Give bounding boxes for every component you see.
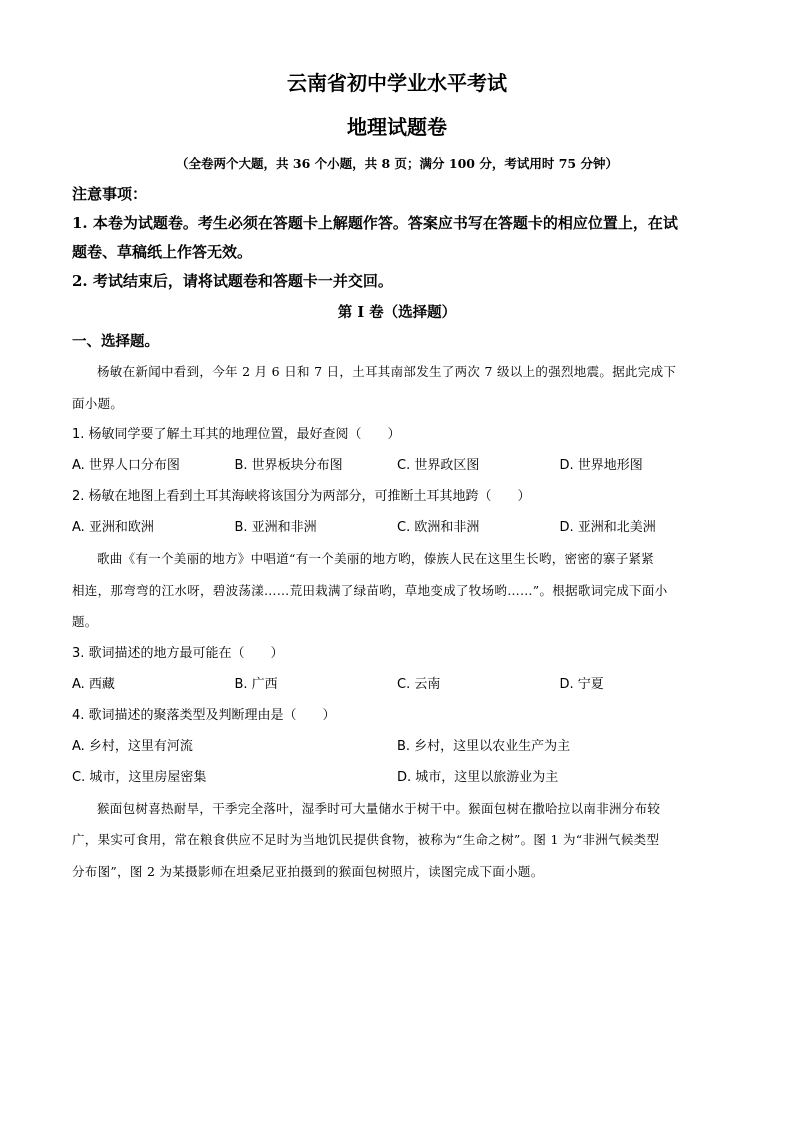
question-4-stem: 4. 歌词描述的聚落类型及判断理由是（ ） [72,707,336,723]
material-1 [72,356,722,419]
notice-heading: 注意事项： [72,185,148,203]
part-title: 一、选择题。 [72,333,159,350]
material-2 [72,543,722,638]
question-2-option-c: C. 欧洲和非洲 [397,520,480,535]
material-2-line-3: 题。 [72,614,98,629]
section-title: 第 I 卷（选择题） [337,304,457,321]
exam-title: 云南省初中学业水平考试 [287,71,507,95]
question-1-option-b: B. 世界板块分布图 [234,458,343,473]
question-3-option-c: C. 云南 [397,676,441,692]
material-3-line-3: 分布图”，图 2 为某摄影师在坦桑尼亚拍摄到的猴面包树照片，读图完成下面小题。 [72,863,544,879]
question-3-options [72,669,722,700]
question-3-option-d: D. 宁夏 [559,676,604,692]
question-1-options [72,450,722,481]
notice-item-1-line-2: 题卷、草稿纸上作答无效。 [72,243,253,261]
question-3-option-a: A. 西藏 [72,676,115,692]
question-4-option-c: C. 城市，这里房屋密集 [72,769,207,785]
material-1-line-1: 杨敏在新闻中看到，今年 2 月 6 日和 7 日，土耳其南部发生了两次 7 级以上的强烈地震。据此完成下 [97,364,677,379]
material-2-line-1: 歌曲《有一个美丽的地方》中唱道“有一个美丽的地方哟，傣族人民在这里生长哟，密密的寨子紧紧 [97,551,655,566]
question-1-stem: 1. 杨敏同学要了解土耳其的地理位置，最好查阅（ ） [72,427,401,442]
question-2-option-b: B. 亚洲和非洲 [234,520,317,535]
material-2-line-2: 相连，那弯弯的江水呀，碧波荡漾……荒田栽满了绿苗哟，草地变成了牧场哟……”。根据歌词完成下面小 [72,582,668,598]
material-3 [72,793,722,888]
notice-item-1-line-1: 1. 本卷为试题卷。考生必须在答题卡上解题作答。答案应书写在答题卡的相应位置上，在试 [72,214,678,232]
question-2-stem: 2. 杨敏在地图上看到土耳其海峡将该国分为两部分，可推断土耳其地跨（ ） [72,489,531,504]
exam-info-line: （全卷两个大题，共 36 个小题，共 8 页；满分 100 分，考试用时 75 分钟） [176,156,618,171]
question-4-option-b: B. 乡村，这里以农业生产为主 [397,738,571,754]
material-3-line-2: 广，果实可食用，常在粮食供应不足时为当地饥民提供食物，被称为“生命之树”。图 1 为“非洲气候类型 [72,832,660,847]
question-1-option-c: C. 世界政区图 [397,458,480,473]
question-4-option-a: A. 乡村，这里有河流 [72,738,193,754]
material-3-line-1: 猴面包树喜热耐旱，干季完全落叶，湿季时可大量储水于树干中。猴面包树在撒哈拉以南非洲分布较 [97,800,661,816]
question-2-option-d: D. 亚洲和北美洲 [559,520,656,535]
question-3-stem: 3. 歌词描述的地方最可能在（ ） [72,645,284,661]
question-4-options [72,731,722,793]
question-1-option-a: A. 世界人口分布图 [72,458,180,473]
question-2-option-a: A. 亚洲和欧洲 [72,520,154,535]
material-1-line-2: 面小题。 [72,395,124,411]
question-2-options [72,512,722,543]
question-3-option-b: B. 广西 [234,676,278,692]
exam-page [72,68,722,887]
question-4-option-d: D. 城市，这里以旅游业为主 [397,769,559,785]
exam-subject-title: 地理试题卷 [347,115,447,139]
notice-item-2: 2. 考试结束后，请将试题卷和答题卡一并交回。 [72,272,393,290]
question-1-option-d: D. 世界地形图 [559,458,643,473]
